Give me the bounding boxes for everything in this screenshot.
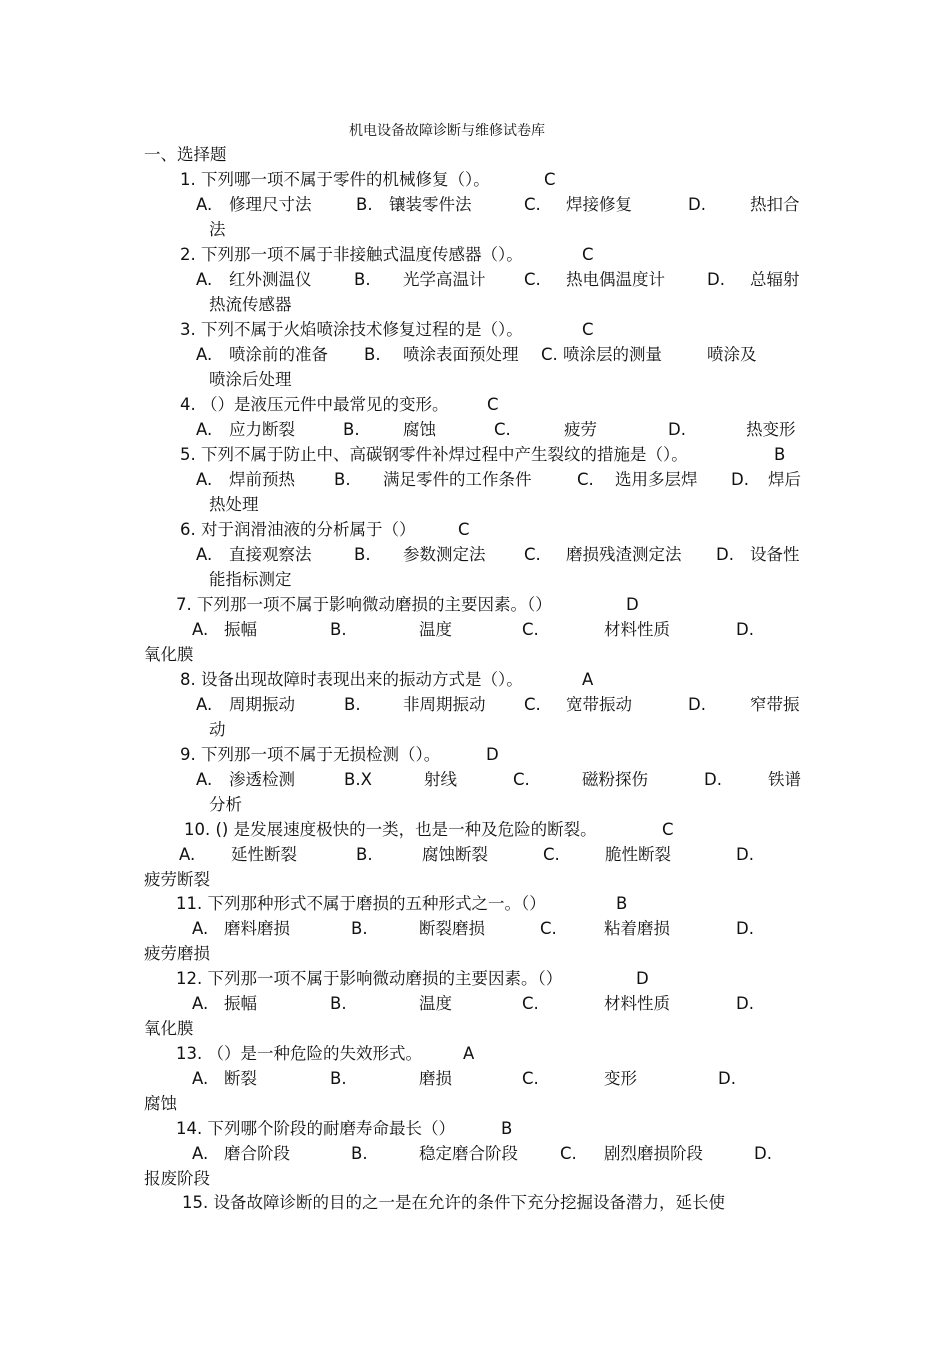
option-letter: A. — [196, 195, 213, 214]
answer-key: B — [774, 445, 786, 464]
option-text: 焊前预热 — [229, 470, 295, 489]
option-letter: B. — [343, 420, 360, 439]
option-letter: C. — [524, 695, 541, 714]
option-text: 镶装零件法 — [389, 195, 472, 214]
option-letter: B. — [356, 195, 373, 214]
option-text: 窄带振 — [750, 695, 800, 714]
option-text: 磨合阶段 — [224, 1144, 290, 1163]
option-text: 材料性质 — [604, 994, 670, 1013]
option-letter: C. — [560, 1144, 577, 1163]
option-text: 修理尺寸法 — [229, 195, 312, 214]
option-letter: B. — [330, 620, 347, 639]
option-letter: B. — [330, 1069, 347, 1088]
option-letter: A. — [192, 1069, 209, 1088]
option-text: 腐蚀 — [403, 420, 436, 439]
answer-key: C — [662, 820, 674, 839]
option-text: 参数测定法 — [403, 545, 486, 564]
option-text: 渗透检测 — [229, 770, 295, 789]
option-letter: D. — [707, 270, 725, 289]
question-text: 11. 下列那种形式不属于磨损的五种形式之一。（） — [176, 894, 546, 913]
option-letter: D. — [688, 195, 706, 214]
option-text: 热扣合 — [750, 195, 800, 214]
option-letter: D. — [718, 1069, 736, 1088]
document-title: 机电设备故障诊断与维修试卷库 — [349, 123, 545, 139]
question-text: 7. 下列那一项不属于影响微动磨损的主要因素。（） — [176, 595, 552, 614]
option-continuation: 喷涂后处理 — [209, 370, 292, 389]
option-text: 喷涂表面预处理 — [403, 345, 519, 364]
option-letter: B. — [334, 470, 351, 489]
option-text: 腐蚀断裂 — [422, 845, 488, 864]
option-letter: B. — [351, 919, 368, 938]
question-text: 2. 下列那一项不属于非接触式温度传感器（）。 — [180, 245, 523, 264]
option-letter: C. — [494, 420, 511, 439]
option-text: 光学高温计 — [403, 270, 486, 289]
option-text: 剧烈磨损阶段 — [604, 1144, 703, 1163]
option-text: 磨损残渣测定法 — [566, 545, 682, 564]
answer-key: C — [544, 170, 556, 189]
option-text: 铁谱 — [768, 770, 801, 789]
option-letter: B. — [351, 1144, 368, 1163]
option-text: 周期振动 — [229, 695, 295, 714]
option-continuation: 能指标测定 — [209, 570, 292, 589]
option-letter: B. — [354, 545, 371, 564]
option-continuation: 动 — [209, 720, 226, 739]
question-text: 4. （）是液压元件中最常见的变形。 — [180, 395, 449, 414]
option-letter: C. — [577, 470, 594, 489]
option-letter: A. — [192, 919, 209, 938]
answer-key: C — [582, 245, 594, 264]
option-letter: C. — [524, 195, 541, 214]
option-text: 变形 — [604, 1069, 637, 1088]
option-letter: B. — [330, 994, 347, 1013]
option-letter: C. — [543, 845, 560, 864]
option-letter: 喷涂及 — [707, 345, 757, 364]
option-letter: D. — [688, 695, 706, 714]
answer-key: D — [636, 969, 649, 988]
option-text: 宽带振动 — [566, 695, 632, 714]
option-text: 射线 — [424, 770, 457, 789]
option-text: 满足零件的工作条件 — [383, 470, 532, 489]
answer-key: D — [486, 745, 499, 764]
question-text: 1. 下列哪一项不属于零件的机械修复（）。 — [180, 170, 490, 189]
option-letter: C. — [522, 1069, 539, 1088]
question-text: 3. 下列不属于火焰喷涂技术修复过程的是（）。 — [180, 320, 523, 339]
option-letter: C. — [522, 994, 539, 1013]
option-text: 磨料磨损 — [224, 919, 290, 938]
option-text: 磨损 — [419, 1069, 452, 1088]
option-text: 热变形 — [746, 420, 796, 439]
option-letter: D. — [716, 545, 734, 564]
option-letter: D. — [668, 420, 686, 439]
option-continuation: 分析 — [209, 795, 242, 814]
question-text: 10. () 是发展速度极快的一类，也是一种及危险的断裂。 — [184, 820, 597, 839]
option-letter: A. — [179, 845, 196, 864]
question-text: 5. 下列不属于防止中、高碳钢零件补焊过程中产生裂纹的措施是（）。 — [180, 445, 688, 464]
question-text: 14. 下列哪个阶段的耐磨寿命最长（） — [176, 1119, 455, 1138]
answer-key: A — [582, 670, 594, 689]
option-continuation: 腐蚀 — [144, 1094, 177, 1113]
option-text: 断裂磨损 — [419, 919, 485, 938]
option-continuation: 氧化膜 — [144, 1019, 194, 1038]
option-text: 非周期振动 — [403, 695, 486, 714]
answer-key: B — [616, 894, 628, 913]
option-continuation: 报废阶段 — [144, 1169, 210, 1188]
section-heading: 一、选择题 — [144, 145, 227, 164]
option-text: 磁粉探伤 — [582, 770, 648, 789]
option-letter: B. — [356, 845, 373, 864]
option-letter: A. — [196, 545, 213, 564]
option-letter: D. — [704, 770, 722, 789]
option-continuation: 疲劳磨损 — [144, 944, 210, 963]
answer-key: C — [487, 395, 499, 414]
option-letter: B. — [354, 270, 371, 289]
option-letter: D. — [736, 919, 754, 938]
answer-key: C — [582, 320, 594, 339]
option-letter: D. — [754, 1144, 772, 1163]
option-text: 振幅 — [224, 620, 257, 639]
option-text: 疲劳 — [564, 420, 597, 439]
option-text: 材料性质 — [604, 620, 670, 639]
answer-key: B — [501, 1119, 513, 1138]
option-letter: A. — [196, 770, 213, 789]
option-letter: A. — [192, 620, 209, 639]
answer-key: A — [463, 1044, 475, 1063]
option-letter: B.X — [344, 770, 372, 789]
option-text: 焊接修复 — [566, 195, 632, 214]
option-continuation: 热流传感器 — [209, 295, 292, 314]
option-text: 选用多层焊 — [615, 470, 698, 489]
option-continuation: 法 — [209, 220, 226, 239]
option-text: 焊后 — [768, 470, 801, 489]
option-continuation: 疲劳断裂 — [144, 870, 210, 889]
option-letter: A. — [196, 470, 213, 489]
question-text: 6. 对于润滑油液的分析属于（） — [180, 520, 416, 539]
option-letter: C. — [540, 919, 557, 938]
option-text: 延性断裂 — [231, 845, 297, 864]
option-letter: B. — [364, 345, 381, 364]
option-letter: C. 喷涂层的测量 — [541, 345, 663, 364]
question-text: 9. 下列那一项不属于无损检测（）。 — [180, 745, 441, 764]
option-continuation: 氧化膜 — [144, 645, 194, 664]
option-text: 喷涂前的准备 — [229, 345, 328, 364]
option-text: 应力断裂 — [229, 420, 295, 439]
option-letter: A. — [192, 994, 209, 1013]
option-text: 断裂 — [224, 1069, 257, 1088]
option-text: 振幅 — [224, 994, 257, 1013]
question-text: 8. 设备出现故障时表现出来的振动方式是（）。 — [180, 670, 523, 689]
option-continuation: 热处理 — [209, 495, 259, 514]
option-text: 热电偶温度计 — [566, 270, 665, 289]
option-letter: C. — [513, 770, 530, 789]
option-letter: D. — [736, 620, 754, 639]
option-letter: A. — [192, 1144, 209, 1163]
answer-key: C — [458, 520, 470, 539]
option-text: 红外测温仪 — [229, 270, 312, 289]
option-text: 设备性 — [750, 545, 800, 564]
option-letter: D. — [736, 845, 754, 864]
answer-key: D — [626, 595, 639, 614]
option-text: 总辐射 — [750, 270, 800, 289]
question-text: 15. 设备故障诊断的目的之一是在允许的条件下充分挖掘设备潜力，延长使 — [182, 1193, 725, 1212]
option-text: 温度 — [419, 994, 452, 1013]
option-text: 脆性断裂 — [605, 845, 671, 864]
option-text: 温度 — [419, 620, 452, 639]
question-text: 13. （）是一种危险的失效形式。 — [176, 1044, 422, 1063]
option-letter: B. — [344, 695, 361, 714]
option-text: 粘着磨损 — [604, 919, 670, 938]
option-letter: C. — [522, 620, 539, 639]
option-letter: C. — [524, 270, 541, 289]
option-letter: D. — [731, 470, 749, 489]
option-letter: A. — [196, 695, 213, 714]
option-letter: A. — [196, 420, 213, 439]
option-text: 稳定磨合阶段 — [419, 1144, 518, 1163]
option-letter: A. — [196, 270, 213, 289]
option-text: 直接观察法 — [229, 545, 312, 564]
option-letter: A. — [196, 345, 213, 364]
option-letter: D. — [736, 994, 754, 1013]
option-letter: C. — [524, 545, 541, 564]
question-text: 12. 下列那一项不属于影响微动磨损的主要因素。（） — [176, 969, 563, 988]
